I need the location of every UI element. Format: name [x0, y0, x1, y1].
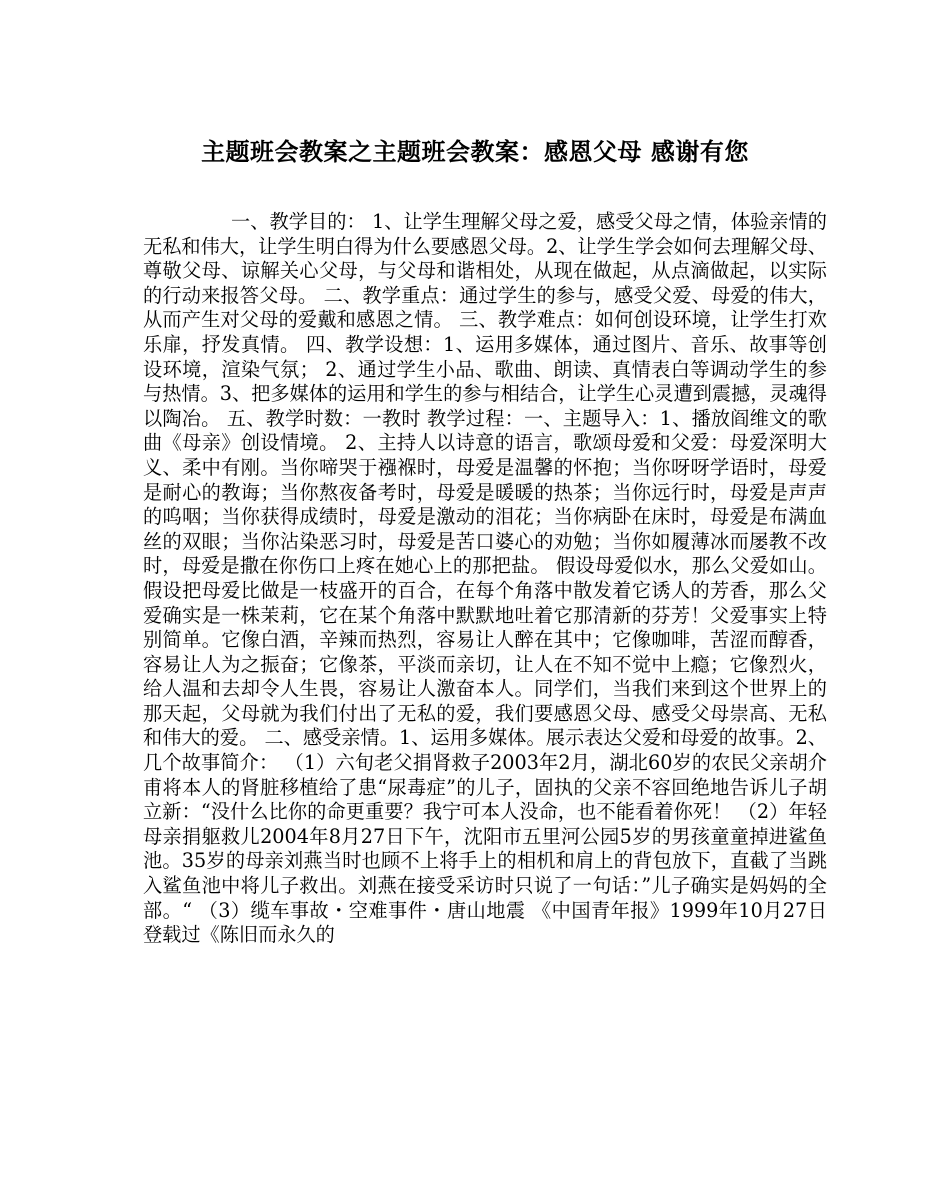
- document-title: 主题班会教案之主题班会教案：感恩父母 感谢有您: [201, 137, 749, 166]
- document-body-text: 一、教学目的： 1、让学生理解父母之爱，感受父母之情，体验亲情的无私和伟大，让学生明白得为什么要感恩父母。2、让学生学会如何去理解父母、尊敬父母、谅解关心父母，与父母和谐相处，从现在做起，从点滴做起，以实际的行动来报答父母。 二、教学重点：通过学生的参与，感受父爱、母爱的伟大，从而产生对父母的爱戴和感恩之情。 三、教学难点：如何创设环境，让学生打欢乐扉，抒发真情。 四、教学设想：1、运用多媒体，通过图片、音乐、故事等创设环境，渲染气氛； 2、通过学生小品、歌曲、朗读、真情表白等调动学生的参与热情。3、把多媒体的运用和学生的参与相结合，让学生心灵遭到震撼，灵魂得以陶冶。 五、教学时数：一教时 教学过程：一、主题导入：1、播放阎维文的歌曲《母亲》创设情境。 2、主持人以诗意的语言，歌颂母爱和父爱：母爱深明大义、柔中有刚。当你啼哭于襁褓时，母爱是温馨的怀抱；当你呀呀学语时，母爱是耐心的教诲；当你熬夜备考时，母爱是暖暖的热茶；当你远行时，母爱是声声的呜咽；当你获得成绩时，母爱是激动的泪花；当你病卧在床时，母爱是布满血丝的双眼；当你沾染恶习时，母爱是苦口婆心的劝勉；当你如履薄冰而屡教不改时，母爱是撒在你伤口上疼在她心上的那把盐。 假设母爱似水，那么父爱如山。假设把母爱比做是一枝盛开的百合，在每个角落中散发着它诱人的芳香，那么父爱确实是一株茉莉，它在某个角落中默默地吐着它那清新的芬芳！父爱事实上特别简单。它像白酒，辛辣而热烈，容易让人醉在其中；它像咖啡，苦涩而醇香，容易让人为之振奋；它像茶，平淡而亲切，让人在不知不觉中上瘾；它像烈火，给人温和去却令人生畏，容易让人激奋本人。同学们，当我们来到这个世界上的那天起，父母就为我们付出了无私的爱，我们要感恩父母、感受父母崇高、无私和伟大的爱。 二、感受亲情。1、运用多媒体。展示表达父爱和母爱的故事。2、几个故事简介： （1）六旬老父捐肾救子2003年2月，湖北60岁的农民父亲胡介甫将本人的肾脏移植给了患“尿毒症”的儿子，固执的父亲不容回绝地告诉儿子胡立新：“没什么比你的命更重要？我宁可本人没命，也不能看着你死！ （2）年轻母亲捐躯救儿2004年8月27日下午，沈阳市五里河公园5岁的男孩童童掉进鲨鱼池。35岁的母亲刘燕当时也顾不上将手上的相机和肩上的背包放下，直截了当跳入鲨鱼池中将儿子救出。刘燕在接受采访时只说了一句话：”儿子确实是妈妈的全部。“ （3）缆车事故・空难事件・唐山地震 《中国青年报》1999年10月27日登载过《陈旧而永久的: [143, 210, 827, 947]
